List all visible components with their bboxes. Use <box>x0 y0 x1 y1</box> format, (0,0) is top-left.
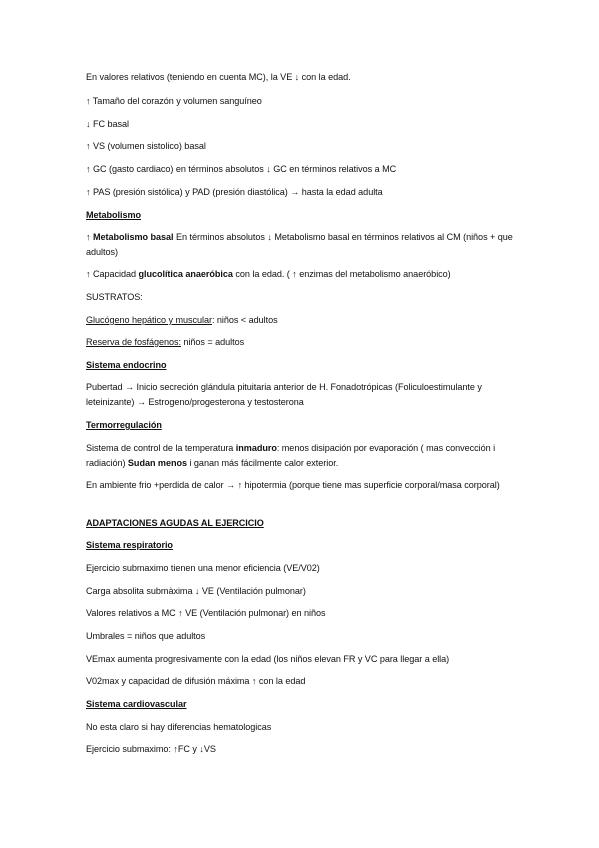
metabolismo-basal-rest: En términos absolutos ↓ Metabolismo basal en términos relativos al CM (niños + que adultos) <box>86 232 513 257</box>
paragraph-ve-relative: En valores relativos (teniendo en cuenta MC), la VE ↓ con la edad. <box>86 72 351 82</box>
termo-prefix: Sistema de control de la temperatura <box>86 443 236 453</box>
paragraph-metabolismo-basal <box>86 230 516 259</box>
paragraph-carga-absolita: Carga absolita submàxima ↓ VE (Ventilación pulmonar) <box>86 586 306 596</box>
paragraph-vo2max: V02max y capacidad de difusión máxima ↑ con la edad <box>86 676 306 686</box>
heading-adaptaciones-agudas: ADAPTACIONES AGUDAS AL EJERCICIO <box>86 518 264 528</box>
paragraph-diferencias-hematologicas: No esta claro si hay diferencias hematologicas <box>86 722 272 732</box>
termo-rest: i ganan más fácilmente calor exterior. <box>187 457 339 468</box>
metabolismo-basal-bold: Metabolismo basal <box>92 232 174 242</box>
paragraph-ejercicio-fc-vs: Ejercicio submaximo: ↑FC y ↓VS <box>86 744 216 754</box>
paragraph-pas-pad: ↑ PAS (presión sistólica) y PAD (presión diastólica) → hasta la edad adulta <box>86 187 383 197</box>
glucolitica-bold: glucolítica anaeróbica <box>138 269 233 279</box>
capacidad-prefix: ↑ Capacidad <box>86 269 139 279</box>
heading-termorregulacion: Termorregulación <box>86 420 162 430</box>
fosfagenos-label: Reserva de fosfágenos: <box>86 337 181 347</box>
paragraph-control-temperatura <box>86 441 516 470</box>
paragraph-gc: ↑ GC (gasto cardiaco) en términos absolutos ↓ GC en términos relativos a MC <box>86 164 397 174</box>
paragraph-ambiente-frio: En ambiente frio +perdida de calor → ↑ hipotermia (porque tiene mas superficie corporal/masa corporal) <box>86 480 500 490</box>
metabolismo-arrow: ↑ <box>86 232 93 242</box>
paragraph-umbrales: Umbrales = niños que adultos <box>86 631 206 641</box>
paragraph-glucogeno <box>86 313 516 328</box>
heading-sistema-endocrino: Sistema endocrino <box>86 360 167 370</box>
glucogeno-rest: : niños < adultos <box>211 315 278 325</box>
paragraph-valores-relativos-ve: Valores relativos a MC ↑ VE (Ventilación pulmonar) en niños <box>86 608 326 618</box>
paragraph-pubertad: Pubertad → Inicio secreción glándula pituitaria anterior de H. Fonadotrópicas (Foliculoestimulante y leteinizante) → Estrogeno/progesterona y testosterona <box>86 382 482 407</box>
heading-sistema-respiratorio: Sistema respiratorio <box>86 540 173 550</box>
paragraph-sustratos: SUSTRATOS: <box>86 292 143 302</box>
paragraph-heart-size: ↑ Tamaño del corazón y volumen sanguíneo <box>86 96 262 106</box>
capacidad-rest: con la edad. ( ↑ enzimas del metabolismo anaeróbico) <box>232 269 451 279</box>
termo-middle: : menos disipación por evaporación ( mas convección i radiación) <box>86 443 496 468</box>
glucogeno-label: Glucógeno hepático y muscular <box>86 315 212 325</box>
paragraph-fc-basal: ↓ FC basal <box>86 119 129 129</box>
paragraph-vemax: VEmax aumenta progresivamente con la edad (los niños elevan FR y VC para llegar a ella) <box>86 654 450 664</box>
paragraph-capacidad-glucolitica <box>86 267 516 282</box>
fosfagenos-rest: niños = adultos <box>180 337 245 347</box>
paragraph-ejercicio-eficiencia: Ejercicio submaximo tienen una menor eficiencia (VE/V02) <box>86 563 320 573</box>
paragraph-fosfagenos <box>86 335 516 350</box>
heading-sistema-cardiovascular: Sistema cardiovascular <box>86 699 187 709</box>
heading-metabolismo: Metabolismo <box>86 210 142 220</box>
sudan-menos-bold: Sudan menos <box>127 457 187 468</box>
paragraph-vs-basal: ↑ VS (volumen sistolico) basal <box>86 141 206 151</box>
inmaduro-bold: inmaduro <box>235 443 277 453</box>
